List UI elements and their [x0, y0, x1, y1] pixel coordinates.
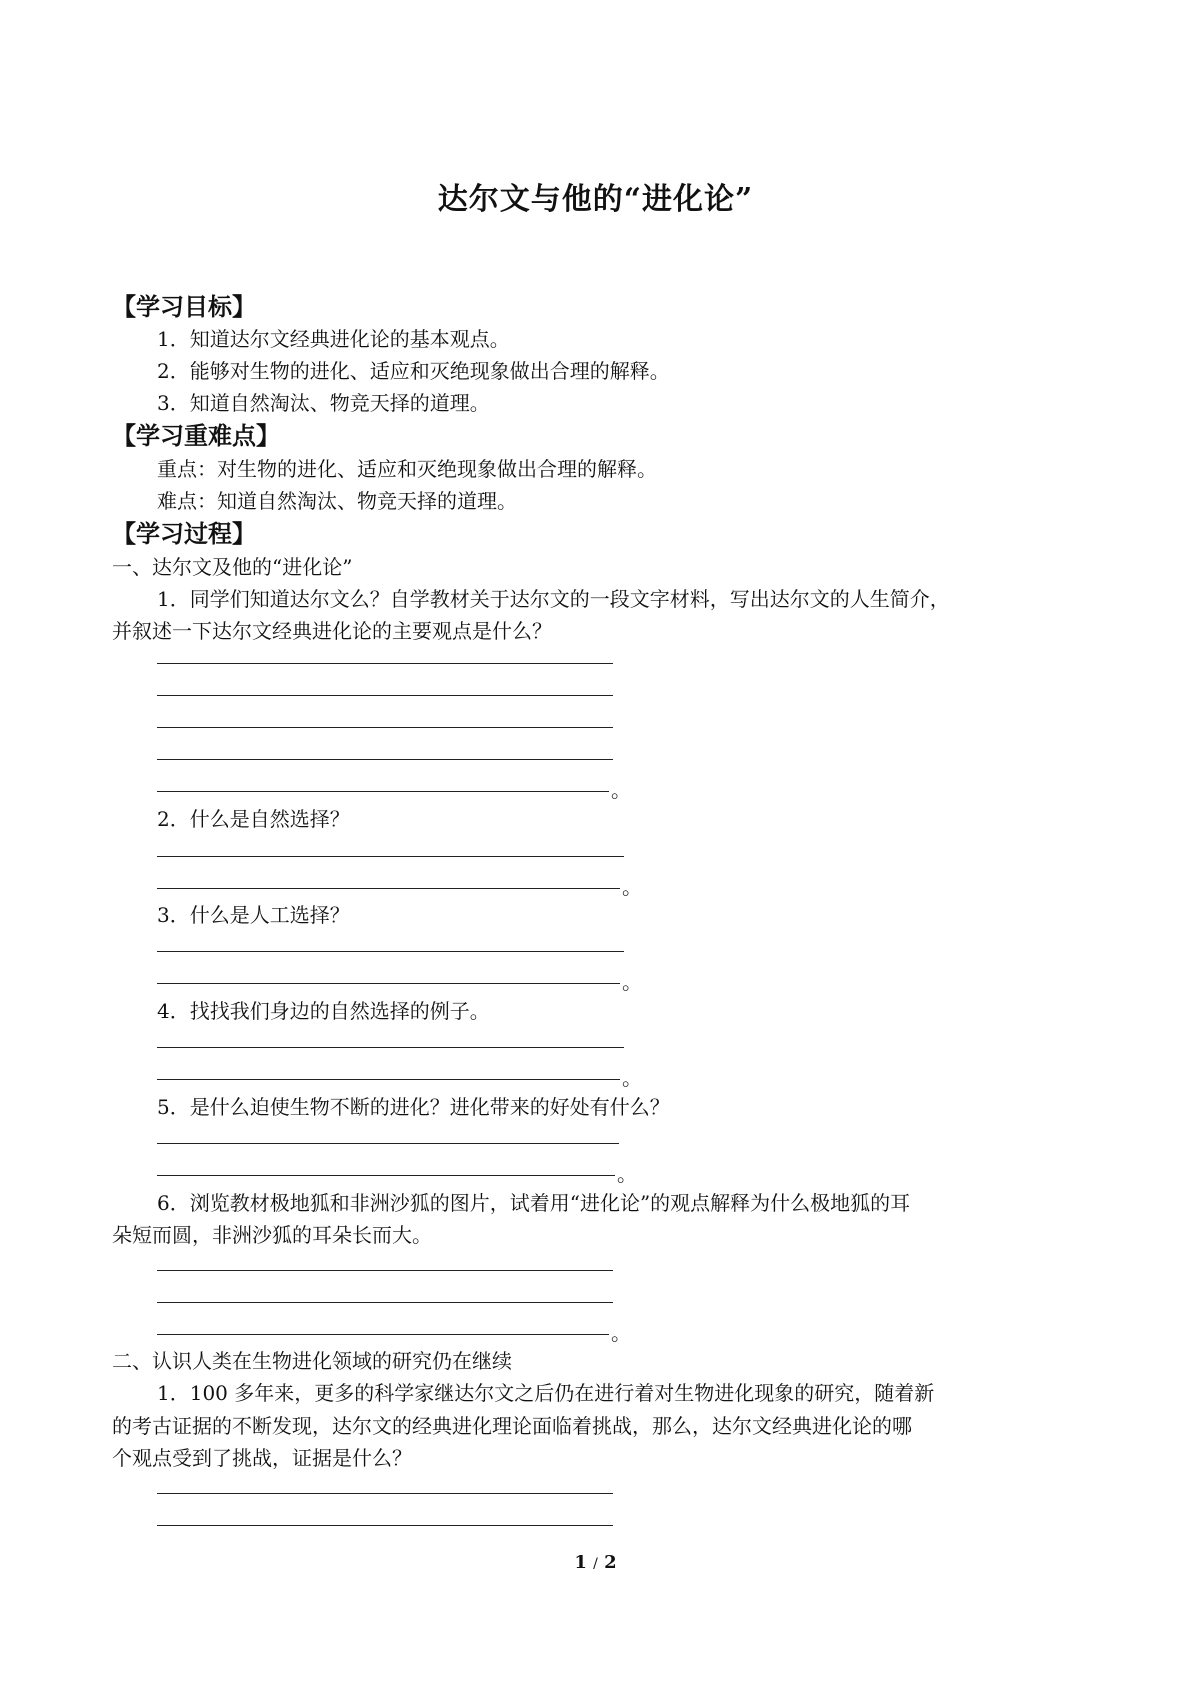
page-number: [0, 1552, 1191, 1573]
answer-line[interactable]: [157, 856, 624, 857]
answer-line[interactable]: [157, 695, 613, 696]
section1-q6-line1: 6．浏览教材极地狐和非洲沙狐的图片，试着用“进化论”的观点解释为什么极地狐的耳: [157, 1191, 911, 1215]
answer-line[interactable]: [157, 1270, 613, 1271]
answer-line[interactable]: [157, 1334, 609, 1335]
page-total: 2: [604, 1552, 617, 1573]
page-current: 1: [574, 1552, 587, 1573]
answer-line[interactable]: [157, 1047, 624, 1048]
section2-q1-line1: 1．100 多年来，更多的科学家继达尔文之后仍在进行着对生物进化现象的研究，随着新: [157, 1381, 935, 1405]
objectives-heading: 【学习目标】: [112, 293, 256, 321]
answer-line[interactable]: [157, 888, 620, 889]
answer-line[interactable]: [157, 663, 613, 664]
answer-line[interactable]: [157, 1493, 613, 1494]
section2-title: 二、认识人类在生物进化领域的研究仍在继续: [112, 1349, 512, 1373]
answer-line[interactable]: [157, 1079, 620, 1080]
period-mark: 。: [617, 1162, 637, 1186]
section1-q4: 4．找找我们身边的自然选择的例子。: [157, 999, 490, 1023]
section1-title: 一、达尔文及他的“进化论”: [112, 555, 353, 579]
period-mark: 。: [622, 1066, 642, 1090]
section2-q1-line2: 的考古证据的不断发现，达尔文的经典进化理论面临着挑战，那么，达尔文经典进化论的哪: [112, 1414, 912, 1438]
period-mark: 。: [622, 970, 642, 994]
answer-line[interactable]: [157, 1175, 615, 1176]
key-points-heading: 【学习重难点】: [112, 422, 280, 450]
answer-line[interactable]: [157, 1302, 613, 1303]
answer-line[interactable]: [157, 1525, 613, 1526]
answer-line[interactable]: [157, 791, 609, 792]
page-title: 达尔文与他的“进化论”: [437, 182, 754, 217]
section1-q1-line2: 并叙述一下达尔文经典进化论的主要观点是什么？: [112, 619, 552, 643]
period-mark: 。: [622, 875, 642, 899]
section1-q6-line2: 朵短而圆，非洲沙狐的耳朵长而大。: [112, 1223, 432, 1247]
answer-line[interactable]: [157, 983, 620, 984]
period-mark: 。: [611, 1321, 631, 1345]
answer-line[interactable]: [157, 727, 613, 728]
objective-item-1: 1．知道达尔文经典进化论的基本观点。: [157, 327, 510, 351]
answer-line[interactable]: [157, 951, 624, 952]
section1-q1-line1: 1．同学们知道达尔文么？自学教材关于达尔文的一段文字材料，写出达尔文的人生简介，: [157, 587, 950, 611]
section2-q1-line3: 个观点受到了挑战，证据是什么？: [112, 1446, 412, 1470]
objective-item-3: 3．知道自然淘汰、物竞天择的道理。: [157, 391, 490, 415]
period-mark: 。: [611, 778, 631, 802]
answer-line[interactable]: [157, 1143, 619, 1144]
section1-q3: 3．什么是人工选择？: [157, 903, 350, 927]
key-point-focus: 重点：对生物的进化、适应和灭绝现象做出合理的解释。: [157, 457, 657, 481]
objective-item-2: 2．能够对生物的进化、适应和灭绝现象做出合理的解释。: [157, 359, 670, 383]
answer-line[interactable]: [157, 759, 613, 760]
key-point-difficulty: 难点：知道自然淘汰、物竞天择的道理。: [157, 489, 517, 513]
process-heading: 【学习过程】: [112, 520, 256, 548]
section1-q5: 5．是什么迫使生物不断的进化？进化带来的好处有什么？: [157, 1095, 670, 1119]
section1-q2: 2．什么是自然选择？: [157, 807, 350, 831]
page-separator: /: [593, 1556, 598, 1572]
